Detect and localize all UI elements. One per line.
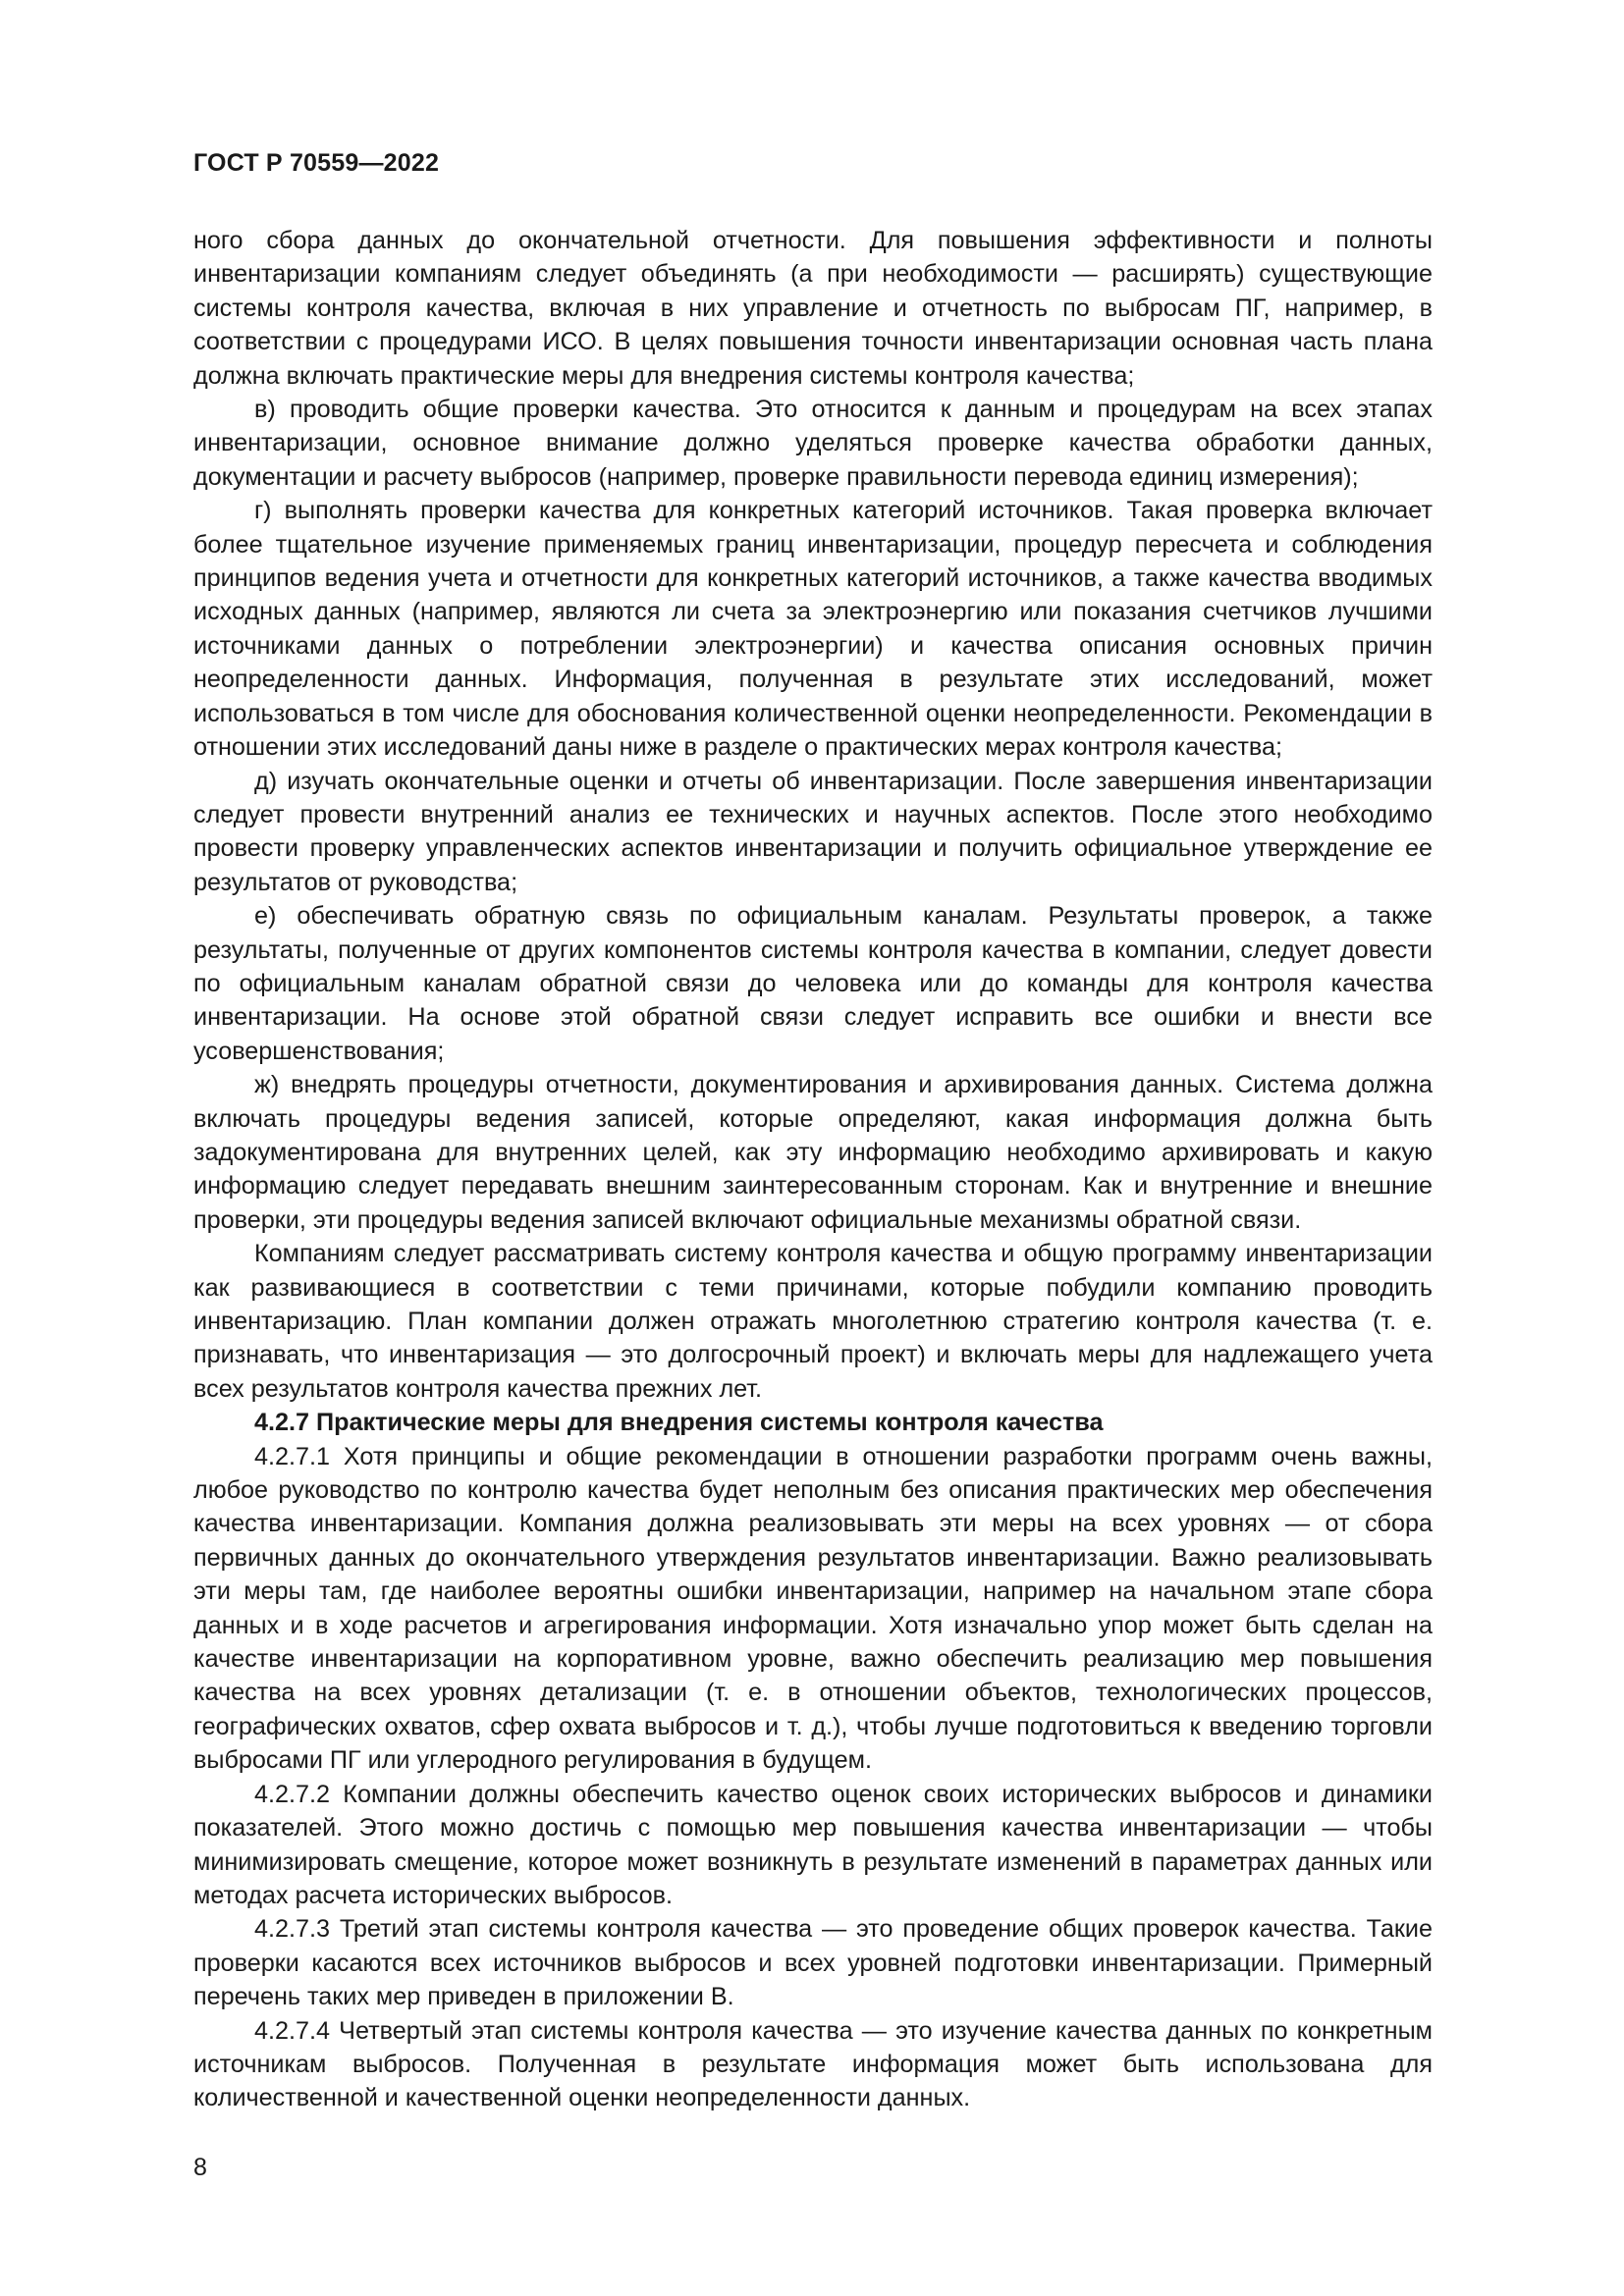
list-item-v: в) проводить общие проверки качества. Это относится к данным и процедурам на всех этапах инвентаризации, основное внимание должно уделяться проверке качества обработки данных, документации и расчету выбросов (например, проверке правильности перевода единиц измерения);: [193, 396, 1433, 491]
list-item-d: д) изучать окончательные оценки и отчеты об инвентаризации. После завершения инвентаризации следует провести внутренний анализ ее технических и научных аспектов. После этого необходимо провести проверку управленческих аспектов инвентаризации и получить официальное утверждение ее результатов от руководства;: [193, 767, 1433, 896]
clause-4-2-7-3: 4.2.7.3 Третий этап системы контроля качества — это проведение общих проверок качества. Такие проверки касаются всех источников выбросов и всех уровней подготовки инвентаризации. Примерный перечень таких мер приведен в приложении В.: [193, 1915, 1433, 2011]
list-item-e: е) обеспечивать обратную связь по официальным каналам. Результаты проверок, а также результаты, полученные от других компонентов системы контроля качества в компании, следует довести по официальным каналам обратной связи до человека или до команды для контроля качества инвентаризации. На основе этой обратной связи следует исправить все ошибки и внести все усовершенствования;: [193, 902, 1433, 1065]
clause-4-2-7-1: 4.2.7.1 Хотя принципы и общие рекомендации в отношении разработки программ очень важны, любое руководство по контролю качества будет неполным без описания практических мер обеспечения качества инвентаризации. Компания должна реализовывать эти меры на всех уровнях — от сбора первичных данных до окончательного утверждения результатов инвентаризации. Важно реализовывать эти меры там, где наиболее вероятны ошибки инвентаризации, например на начальном этапе сбора данных и в ходе расчетов и агрегирования информации. Хотя изначально упор может быть сделан на качестве инвентаризации на корпоративном уровне, важно обеспечить реализацию мер повышения качества на всех уровнях детализации (т. е. в отношении объектов, технологических процессов, географических охватов, сфер охвата выбросов и т. д.), чтобы лучше подготовиться к введению торговли выбросами ПГ или углеродного регулирования в будущем.: [193, 1442, 1433, 1775]
list-item-zh: ж) внедрять процедуры отчетности, документирования и архивирования данных. Система должна включать процедуры ведения записей, которые определяют, какая информация должна быть задокументирована для внутренних целей, как эту информацию необходимо архивировать и какую информацию следует передавать внешним заинтересованным сторонам. Как и внутренние и внешние проверки, эти процедуры ведения записей включают официальные механизмы обратной связи.: [193, 1071, 1433, 1234]
section-heading: 4.2.7 Практические меры для внедрения системы контроля качества: [254, 1409, 1104, 1437]
list-item-g: г) выполнять проверки качества для конкретных категорий источников. Такая проверка включает более тщательное изучение применяемых границ инвентаризации, процедур пересчета и соблюдения принципов ведения учета и отчетности для конкретных категорий источников, а также качества вводимых исходных данных (например, являются ли счета за электроэнергию или показания счетчиков лучшими источниками данных о потреблении электроэнергии) и качества описания основных причин неопределенности данных. Информация, полученная в результате этих исследований, может использоваться в том числе для обоснования количественной оценки неопределенности. Рекомендации в отношении этих исследований даны ниже в разделе о практических мерах контроля качества;: [193, 497, 1433, 762]
document-header: ГОСТ Р 70559—2022: [193, 149, 440, 177]
paragraph-summary: Компаниям следует рассматривать систему контроля качества и общую программу инвентаризации как развивающиеся в соответствии с теми причинами, которые побудили компанию проводить инвентаризацию. План компании должен отражать многолетнюю стратегию контроля качества (т. е. признавать, что инвентаризация — это долгосрочный проект) и включать меры для надлежащего учета всех результатов контроля качества прежних лет.: [193, 1240, 1433, 1403]
clause-4-2-7-4: 4.2.7.4 Четвертый этап системы контроля качества — это изучение качества данных по конкретным источникам выбросов. Полученная в результате информация может быть использована для количественной и качественной оценки неопределенности данных.: [193, 2016, 1433, 2112]
document-body: [193, 224, 1433, 2115]
clause-4-2-7-2: 4.2.7.2 Компании должны обеспечить качество оценок своих исторических выбросов и динамики показателей. Этого можно достичь с помощью мер повышения качества инвентаризации — чтобы минимизировать смещение, которое может возникнуть в результате изменений в параметрах данных или методах расчета исторических выбросов.: [193, 1780, 1433, 1909]
paragraph-continuation: ного сбора данных до окончательной отчетности. Для повышения эффективности и полноты инвентаризации компаниям следует объединять (а при необходимости — расширять) существующие системы контроля качества, включая в них управление и отчетность по выбросам ПГ, например, в соответствии с процедурами ИСО. В целях повышения точности инвентаризации основная часть плана должна включать практические меры для внедрения системы контроля качества;: [193, 227, 1433, 390]
page-number: 8: [193, 2154, 207, 2181]
